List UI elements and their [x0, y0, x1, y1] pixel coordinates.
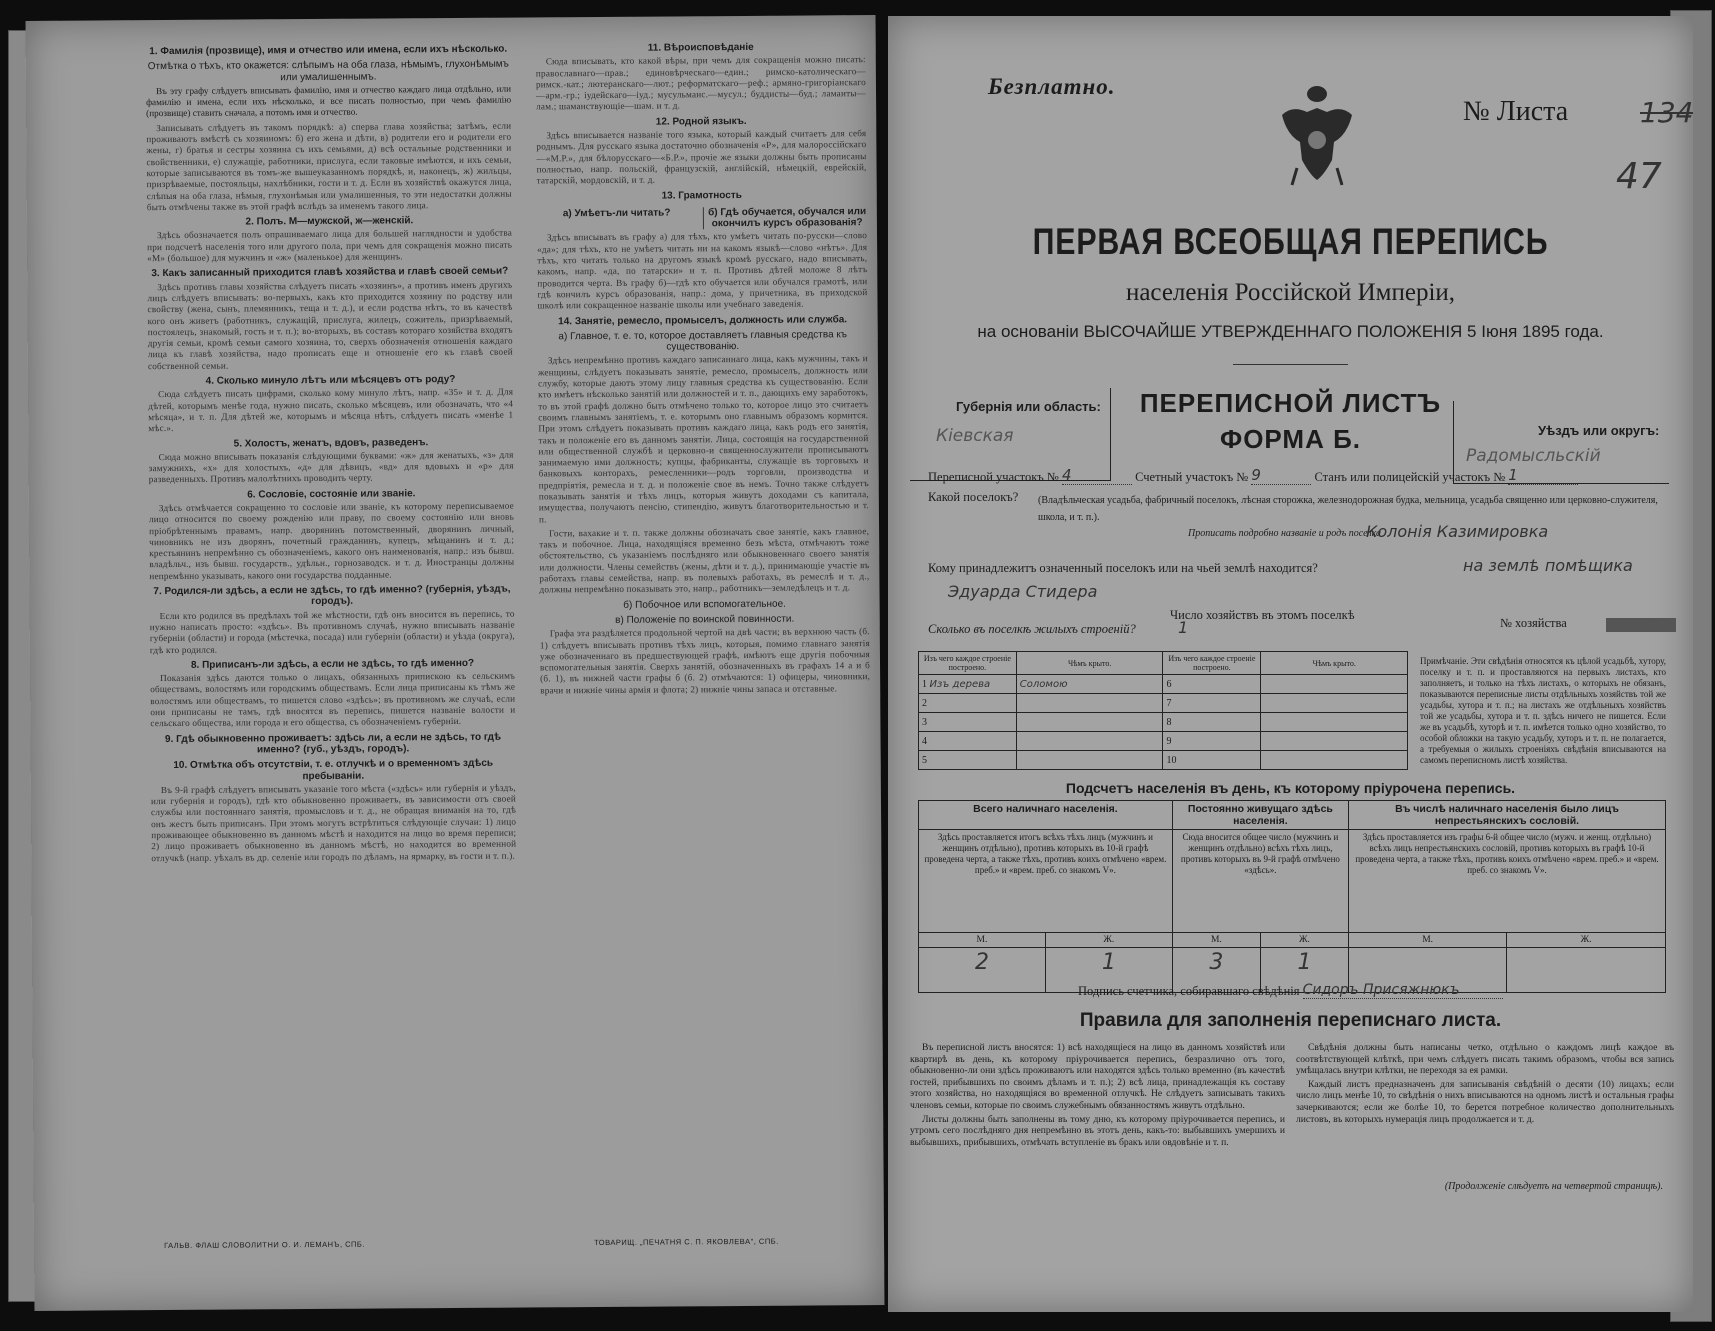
section-9-heading: 9. Гдѣ обыкновенно проживаетъ: здѣсь ли, а если не здѣсь, то гдѣ именно? (губ., уѣздъ, городъ).: [164, 731, 502, 756]
rules-column-2: [1296, 1042, 1674, 1127]
section-14-filler: Здѣсь непремѣнно противъ каждаго записаннаго лица, какъ мужчины, такъ и женщины, слѣдуетъ показывать занятіе, ремесло, промыселъ, должность или службу, которые даютъ этому лицу главныя средства къ существованію. Если кто имѣетъ нѣсколько занятій или должностей и т. п., дающихъ ему заработокъ, то въ этой графѣ должно быть отмѣчено только то, которое лицо это считаетъ своимъ главнымъ занятіемъ, т. е. которымъ оно главнымъ образомъ кормится. При этомъ слѣдуетъ показывать противъ каждаго лица, какъ родъ его занятія, такъ и положеніе его въ данномъ занятіи. Лица, состоящія на государственной или общественной службѣ и церковно-и священнослужители прописываютъ занимаемую ими должность; купцы, фабриканты, служащіе въ торговыхъ и банковыхъ конторахъ, ремесленники—родъ торговли, производства и предпріятія, ремесла и т. д. и положеніе свое въ немъ. Точно также слѣдуетъ показывать занятія и тѣхъ лицъ, которыя живутъ доходами съ капитала, имущества, получаютъ пенсію, стипендію, живутъ благотворительностью и т. п.: [537, 353, 869, 524]
section-14c-heading: в) Положеніе по воинской повинности.: [615, 613, 795, 626]
title-divider: [1233, 364, 1348, 365]
redacted-patch: [1606, 618, 1676, 632]
section-4-heading: 4. Сколько минуло лѣтъ или мѣсяцевъ отъ роду?: [205, 374, 456, 387]
section-11-heading: 11. Вѣроисповѣданіе: [647, 41, 754, 54]
instructions-page: [26, 15, 885, 1311]
section-12-filler: Здѣсь вписывается названіе того языка, который каждый считаетъ для себя роднымъ. Для русскаго языка достаточно обозначенія «Р», для малороссійскаго—«М.Р.», для бѣлорусскаго—«Б.Р.», прочіе же языки должны быть прописаны полностью, напр. польскій, французскій, англійскій, нѣмецкій, еврейскій, татарскій, мордовскій, и т. д.: [536, 128, 867, 186]
rules-text-1b: Листы должны быть заполнены въ тому дню, къ которому пріурочивается перепись, и утромъ сего послѣдняго дня непремѣнно въ этотъ день, какъ-то: выбывшихъ умершихъ и выбывшихъ, прибывшихъ, отмѣчать вступленіе въ бракъ или овдовѣніе и т. п.: [910, 1113, 1285, 1148]
section-14b-heading: б) Побочное или вспомогательное.: [623, 598, 786, 611]
count-total-zh: 1: [1045, 948, 1172, 993]
col-m-label: М.: [1349, 933, 1507, 948]
schet-label: Счетный участокъ №: [1135, 470, 1249, 484]
zhilyh-value: 1: [1178, 618, 1189, 637]
signature-label: Подпись счетчика, собиравшаго свѣдѣнія: [1078, 984, 1300, 998]
count-permanent-zh: 1: [1260, 948, 1348, 993]
bld-head-material-right: Изъ чего каждое строеніе построено.: [1163, 652, 1261, 675]
district-row: [928, 466, 1578, 485]
rules-title: Правила для заполненія переписнаго листа.: [1079, 1010, 1502, 1031]
form-title: ПЕРЕПИСНОЙ ЛИСТЪ: [1139, 388, 1442, 418]
poselok-hint: (Владѣльческая усадьба, фабричный поселокъ, лѣсная сторожка, железнодорожная будка, мельница, усадьба священно или церковно-служителя, школа, и т. п.).: [1038, 495, 1658, 523]
section-1-filler: Записывать слѣдуетъ въ такомъ порядкѣ: а) сперва глава хозяйства; затѣмъ, если проживаютъ вмѣстѣ съ хозяиномъ: б) его жена и дѣти, в) родители его и родители его жены, г) братья и сестры хозяина съ ихъ семьями, д) всѣ остальные родственники и свойственники, е) служащіе, работники, прислуга, если таковые имѣются, и ихъ семьи, которые записываются въ томъ-же вышеуказанномъ порядкѣ, и, наконецъ, ж) жильцы, призрѣваемые, постояльцы, нахлѣбники, гости и т. д. Если въ хозяйствѣ окажутся лица, слѣпыя на оба глаза, нѣмыя, глухонѣмыя или умалишенныя, то эти недостатки должны быть отмѣчены также въ этой графѣ вслѣдъ за именемъ такого лица.: [146, 120, 512, 212]
section-14c-filler: Графа эта раздѣляется продольной чертой на двѣ части; въ верхнюю часть (б. 1) слѣдуетъ вписывать противъ тѣхъ лицъ, которыя, помимо главнаго занятія уже обозначеннаго въ предшествующей графѣ, имѣютъ еще другія побочныя вспомогательныя занятія. Сверхъ занятій, обозначенныхъ въ графахъ 14 а и б (б. 1), въ нижней части графы б (б. 2) отмѣчаются: 1) офицеры, чиновники, врачи и нижніе чины армія и флота; 2) нижніе чины запаса и отставные.: [539, 626, 871, 696]
gubernia-label: Губернія или область:: [956, 399, 1101, 414]
continued-note: (Продолженіе слѣдуетъ на четвертой страницѣ).: [1444, 1181, 1663, 1192]
left-footer-typeset: ГАЛЬВ. ФЛАШ СЛОВОЛИТНИ О. И. ЛЕМАНЪ, СПБ.: [164, 1239, 365, 1251]
stan-label: Станъ или полицейскій участокъ №: [1314, 470, 1506, 484]
zhilyh-label: Сколько въ поселкѣ жилыхъ строеній?: [928, 622, 1136, 636]
owner-label: Кому принадлежитъ означенный поселокъ или на чьей землѣ находится?: [928, 561, 1318, 575]
rules-text-1: Въ переписной листъ вносятся: 1) всѣ находящіеся на лицо въ данномъ хозяйствѣ или квартирѣ въ день, къ которому пріурочивается перепись, безразлично отъ того, обыкновенно-ли они здѣсь проживаютъ или находятся здѣсь только временно (въ качествѣ гостей, прибывшихъ по своимъ дѣламъ и т. п.); 2) всѣ лица, принадлежащія къ составу этого хозяйства, но находящіяся во временной отлучкѣ. Не слѣдуетъ записывать такихъ членовъ семьи, которые по своимъ служебнымъ обязанностямъ живутъ отдѣльно.: [910, 1042, 1285, 1111]
instructions-column-2: [536, 37, 873, 1089]
poselok-label: Какой поселокъ?: [928, 490, 1019, 504]
hozyaistv-label: Число хозяйствъ въ этомъ поселкѣ: [1170, 608, 1355, 622]
rules-column-1: [910, 1042, 1285, 1150]
bld-head-material-left: Изъ чего каждое строеніе построено.: [919, 652, 1017, 675]
count-permanent-m: 3: [1172, 948, 1260, 993]
section-4-filler: Сюда слѣдуетъ писать цифрами, сколько кому минуло лѣтъ, напр. «35» и т. д. Для дѣтей, которымъ менѣе года, нужно писать, сколько мѣсяцевъ, или обозначать, что «4 мѣсяца», и т. п. Для дѣтей же, которымъ и мѣсяца нѣтъ, слѣдуетъ писать «менѣе 1 мѣс.».: [148, 386, 514, 434]
rules-text-2b: Каждый листъ предназначенъ для записыванія свѣдѣній о десяти (10) лицахъ; если число лицъ менѣе 10, то свѣдѣнія о нихъ вписываются на одномъ листѣ и остальныя графы зачеркиваются; если же болѣе 10, то берется потребное количество дополнительныхъ листовъ, въ которыхъ нумерація лицъ продолжается и т. д.: [1296, 1078, 1674, 1125]
schet-value: 9: [1251, 466, 1311, 485]
section-1-text: Въ эту графу слѣдуетъ вписывать фамилію, имя и отчество каждаго лица отдѣльно, или фамилію и имена, если ихъ нѣсколько, и все писать полностью, при чемъ фамилію (прозвище) ставить сначала, а потомъ имя и отчество.: [146, 83, 512, 119]
section-6-heading: 6. Сословіе, состояніе или званіе.: [247, 487, 416, 501]
uchastok-label: Переписной участокъ №: [928, 470, 1059, 484]
col-m-label: М.: [919, 933, 1046, 948]
owner-value: на землѣ помѣщика: [1463, 556, 1633, 575]
census-form-page: [888, 16, 1693, 1312]
table-row: 1 Изъ дерева: [919, 675, 1017, 694]
population-count-title: Подсчетъ населенія въ день, къ которому пріурочена перепись.: [1065, 780, 1516, 796]
sheet-number-handwritten-crossed: 134: [1640, 96, 1693, 129]
section-3-filler: Здѣсь противъ главы хозяйства слѣдуетъ писать «хозяинъ», а противъ именъ другихъ лицъ слѣдуетъ вписывать: во-первыхъ, какъ кто приходится хозяину по родству или свойству (жена, сынъ, племянникъ, теща и т. д.), и если родства нѣтъ, то въ качествѣ кого онъ живетъ (работникъ, служащій, прислуга, жилецъ, сожитель, призрѣваемый, постоялецъ, знакомый, гость и т. п.); во-вторыхъ, въ составъ котораго хозяйства входятъ другія семьи, кромѣ семьи самого хозяина, то, сверхъ обозначенія отношенія каждаго лица къ главѣ хозяйства, надо прописать еще и отношеніе его къ главѣ своей собственной семьи.: [147, 279, 513, 371]
buildings-table: [918, 651, 1408, 770]
col-zh-label: Ж.: [1045, 933, 1172, 948]
table-row: 8: [1163, 713, 1261, 732]
table-row: 2: [919, 694, 1017, 713]
count-permanent-desc: Сюда вносится общее число (мужчинъ и женщинъ отдѣльно) всѣхъ тѣхъ лицъ, противъ которыхъ въ 9-й графѣ отмѣчено «здѣсь».: [1172, 830, 1348, 933]
table-row: 7: [1163, 694, 1261, 713]
section-6-filler: Здѣсь отмѣчается сокращенно то сословіе или званіе, къ которому переписываемое лицо относится по своему рожденію или праву, по своему состоянію или вновь пріобрѣтеннымъ правамъ, напр. дворянинъ потомственный, дворянинъ личный, чиновникъ не изъ дворянъ, почетный гражданинъ, купецъ, мѣщанинъ и т. д.; крестьянинъ непремѣнно съ обозначеніемъ, какого онъ наименованія, напр.: изъ бывш. владѣльч., изъ бывш. государств., удѣльн., горнозаводск. и т. д. Иностранцы должны непремѣнно указывать, какого они государства подданные.: [148, 500, 515, 581]
bld-roof-value: Соломою: [1016, 675, 1163, 694]
enumerator-signature-row: [1078, 982, 1503, 999]
section-8-heading: 8. Приписанъ-ли здѣсь, а если не здѣсь, то гдѣ именно?: [190, 657, 475, 671]
census-subtitle: населенія Россійской Имперіи,: [1125, 279, 1456, 306]
section-10-heading: 10. Отмѣтка объ отсутствіи, т. е. отлучкѣ и о временномъ здѣсь пребываніи.: [173, 757, 494, 782]
sheet-number-handwritten: 47: [1616, 156, 1662, 197]
table-row: 6: [1163, 675, 1261, 694]
count-permanent-head: Постоянно живущаго здѣсь населенія.: [1172, 801, 1348, 830]
section-1-note: Отмѣтка о тѣхъ, кто окажется: слѣпымъ на оба глаза, нѣмымъ, глухонѣмымъ или умалишеннымъ.: [147, 58, 509, 83]
section-7-filler: Если кто родился въ предѣлахъ той же мѣстности, гдѣ онъ вносится въ перепись, то нужно написать просто: «здѣсь». Въ противномъ случаѣ, нужно вписывать названіе губерніи (области) и города (мѣстечка, посада) или губерніи (области) и уѣзда (округа), гдѣ кто родился.: [149, 608, 515, 655]
col-zh-label: Ж.: [1260, 933, 1348, 948]
poselok-value: Колонія Казимировка: [1366, 522, 1549, 541]
count-nonpeasant-zh: [1507, 948, 1666, 993]
count-total-head: Всего наличнаго населенія.: [919, 801, 1173, 830]
section-5-filler: Сюда можно вписывать показанія слѣдующими буквами: «ж» для женатыхъ, «з» для замужнихъ, «х» для холостыхъ, «д» для дѣвицъ, «вд» для вдовыхъ и «р» для разведенныхъ. Противъ малолѣтнихъ проводить черту.: [148, 449, 514, 485]
section-2-heading: 2. Полъ. М—мужской, ж—женскій.: [245, 215, 414, 228]
section-13-heading: 13. Грамотность: [661, 189, 742, 202]
census-title: ПЕРВАЯ ВСЕОБЩАЯ ПЕРЕПИСЬ: [1032, 221, 1549, 262]
rules-text-2: Свѣдѣнія должны быть написаны четко, отдѣльно о каждомъ лицѣ каждое въ соотвѣтствующей клѣткѣ, при чемъ слѣдуетъ писать такимъ образомъ, чтобы вся запись умѣщалась внутри клѣтки, не переходя за ея рамки.: [1296, 1042, 1674, 1077]
section-13a-heading: а) Умѣетъ-ли читать?: [562, 207, 671, 220]
section-2-filler: Здѣсь обозначается полъ опрашиваемаго лица для большей наглядности и удобства при подсчетѣ населенія того или другого пола, при чемъ для сокращенія можно писать «М» (большое) для мужчинъ и «ж» (маленькое) для женщинъ.: [147, 228, 513, 264]
section-1-heading: 1. Фамилія (прозвище), имя и отчество или имена, если ихъ нѣсколько.: [149, 43, 508, 58]
population-count-table: [918, 800, 1666, 993]
count-total-desc: Здѣсь проставляется итогъ всѣхъ тѣхъ лицъ (мужчинъ и женщинъ отдѣльно), противъ которыхъ въ 10-й графѣ проведена черта, а также тѣхъ, противъ коихъ отмѣчено «врем. преб.» и «врем. преб. со знакомъ V».: [919, 830, 1173, 933]
section-3-heading: 3. Какъ записанный приходится главѣ хозяйства и главѣ своей семьи?: [151, 265, 509, 280]
stan-value: 1: [1508, 466, 1578, 485]
instructions-column-1: [146, 40, 518, 1093]
form-subtitle: ФОРМА Б.: [1220, 424, 1361, 454]
buildings-note: Примѣчаніе. Эти свѣдѣнія относятся къ цѣлой усадьбѣ, хутору, поселку и т. п. и проставляются на первыхъ листахъ, кто заполняетъ, и только на тѣхъ листахъ, о которыхъ не обязанъ, показываются переписные листы отдѣльныхъ хозяйствъ той же усадьбы, хутора и т. п.; на листахъ же отдѣльныхъ хозяйствъ той же усадьбы, хутора и т. п. здѣсь ничего не пишется. Если же въ усадьбѣ, хуторѣ и т. п. имѣется только одно хозяйство, то особой обложки на такую усадьбу, хуторъ и т. п. не полагается, а требуемыя о жилыхъ строеніяхъ свѣдѣнія вписываются на самомъ переписномъ листѣ хозяйства.: [1420, 656, 1666, 765]
section-13b-heading: б) Гдѣ обучается, обучался или окончилъ курсъ образованія?: [702, 206, 867, 230]
signature-value: Сидоръ Присяжнюкъ: [1303, 982, 1503, 999]
section-9-filler: Въ 9-й графѣ слѣдуетъ вписывать указаніе того мѣста («здѣсь» или губернія и уѣздъ, или губернія и городъ), гдѣ кто обыкновенно проживаетъ, въ зависимости отъ своей службы или постояннаго занятія, промысловъ и т. д., не обращая вниманія на то, гдѣ онъ жестъ быть приписанъ. При этомъ могутъ встрѣтиться слѣдующіе случаи: 1) лицо проживающее обыкновенно въ данномъ мѣстѣ и находится на лицо во время переписи; 2) лицо проживаетъ обыкновенно въ данномъ мѣстѣ, но находится во временной отлучкѣ (напр. уѣхалъ въ др. селеніе или городъ по дѣламъ, на ярмарку, въ гости и т. п.).: [150, 782, 517, 863]
section-14-heading: 14. Занятіе, ремесло, промыселъ, должность или служба.: [558, 313, 848, 327]
col-zh-label: Ж.: [1507, 933, 1666, 948]
table-row: 3: [919, 713, 1017, 732]
section-11-filler: Сюда вписывать, кто какой вѣры, при чемъ для сокращенія можно писать: православнаго—прав.; единовѣрческаго—един.; римско-католическаго—римск.-кат.; лютеранскаго—лют.; реформатскаго—реф.; армяно-григоріанскаго—арм.-гр.; іудейскаго—іуд.; мусульманс.—мусул.; буддисты—буд.; ламаиты—лам.; шаманствующіе—шам. и т. д.: [535, 54, 867, 112]
uezd-label: Уѣздъ или округъ:: [1538, 423, 1660, 438]
table-row: 4: [919, 732, 1017, 751]
bld-head-roof-left: Чѣмъ крыто.: [1016, 652, 1163, 675]
poselok-hint-2: Прописать подробно названіе и родъ поселка: [1188, 528, 1382, 539]
count-nonpeasant-desc: Здѣсь проставляется изъ графы 6-й общее число (мужч. и женщ. отдѣльно) всѣхъ лицъ непрестьянскихъ сословій, противъ которыхъ въ графѣ 10-й проведена черта, а также тѣхъ, противъ коихъ отмѣчено «врем. преб.» и «врем. преб. со знакомъ V».: [1349, 830, 1666, 933]
table-row: 5: [919, 751, 1017, 770]
sheet-number-label: № Листа: [1463, 96, 1569, 127]
section-5-heading: 5. Холостъ, женатъ, вдовъ, разведенъ.: [233, 436, 429, 450]
section-12-heading: 12. Родной языкъ.: [655, 115, 747, 128]
gubernia-value: Кіевская: [936, 426, 1014, 446]
table-row: 9: [1163, 732, 1261, 751]
hozyaistvo-no-label: № хозяйства: [1500, 616, 1567, 630]
right-column-footer-typeset: ТОВАРИЩ. „ПЕЧАТНЯ С. П. ЯКОВЛЕВА", СПБ.: [594, 1236, 779, 1248]
count-nonpeasant-head: Въ числѣ наличнаго населенія было лицъ непрестьянскихъ сословій.: [1349, 801, 1666, 830]
section-14-filler-2: Гости, вахакие и т. п. также должны обозначать свое занятіе, какъ главное, такъ и побочное. Лица, находящіяся временно безъ мѣста, отмѣчаютъ тоже обстоятельство, съ указаніемъ послѣдняго или обыкновеннаго своего занятія или должности. Члены семействъ (жены, дѣти и т. д.), принимающіе участіе въ работахъ главы семейства, напр. въ полевыхъ работахъ, въ ремеслѣ и т. д., должны непремѣнно показывать это, напр., работникъ—земледѣлецъ и т. д.: [539, 525, 870, 595]
section-14a-heading: а) Главное, т. е. то, которое доставляетъ главныя средства къ существованію.: [558, 329, 848, 353]
section-8-filler: Показанія здѣсь даются только о лицахъ, обязанныхъ припискою къ сельскимъ обществамъ, волостямъ или городскимъ обществамъ. Если лица приписаны къ тѣмъ же волостямъ или обществамъ, то пишется слово «здѣсь»; въ противномъ же случаѣ, если они приписаны не тамъ, гдѣ вносятся въ перепись, пишется названіе волости и сельскаго общества, или города и его общества, съ обозначеніемъ губерніи.: [150, 670, 516, 729]
section-13-filler: Здѣсь вписывать въ графу а) для тѣхъ, кто умѣетъ читать по-русски—слово «да»; для тѣхъ, кто не умѣетъ читать ни на какомъ языкѣ—слово «нѣтъ». Для тѣхъ, кто читать только на другомъ языкѣ кромѣ русскаго, надо вписывать, какомъ, напр. «да, по татарски» и т. п. Противъ дѣтей моложе 8 лѣтъ проводится черта. Въ графу б)—гдѣ кто обучается или обучался грамотѣ, или гдѣ кончилъ курсъ образованія, напр.: дома, у причетника, въ приходской школѣ или сокращенное названіе школы или учебнаго заведенія.: [537, 230, 868, 311]
census-legal-basis: на основаніи ВЫСОЧАЙШЕ УТВЕРЖДЕННАГО ПОЛОЖЕНІЯ 5 Іюня 1895 года.: [977, 322, 1604, 341]
imperial-eagle-emblem: [1272, 80, 1362, 190]
count-total-m: 2: [919, 948, 1046, 993]
uezd-value: Радомысльскій: [1466, 446, 1601, 466]
bld-material-value: Изъ дерева: [929, 678, 991, 690]
owner-value-2: Эдуарда Стидера: [948, 582, 1098, 601]
poselok-row: [928, 490, 1018, 505]
free-of-charge-label: Безплатно.: [988, 74, 1116, 99]
bld-head-roof-right: Чѣмъ крыто.: [1261, 652, 1408, 675]
section-7-heading: 7. Родился-ли здѣсь, а если не здѣсь, то гдѣ именно? (губернія, уѣздъ, городъ).: [153, 583, 511, 608]
table-row: 10: [1163, 751, 1261, 770]
uchastok-value: 4: [1062, 466, 1132, 485]
col-m-label: М.: [1172, 933, 1260, 948]
